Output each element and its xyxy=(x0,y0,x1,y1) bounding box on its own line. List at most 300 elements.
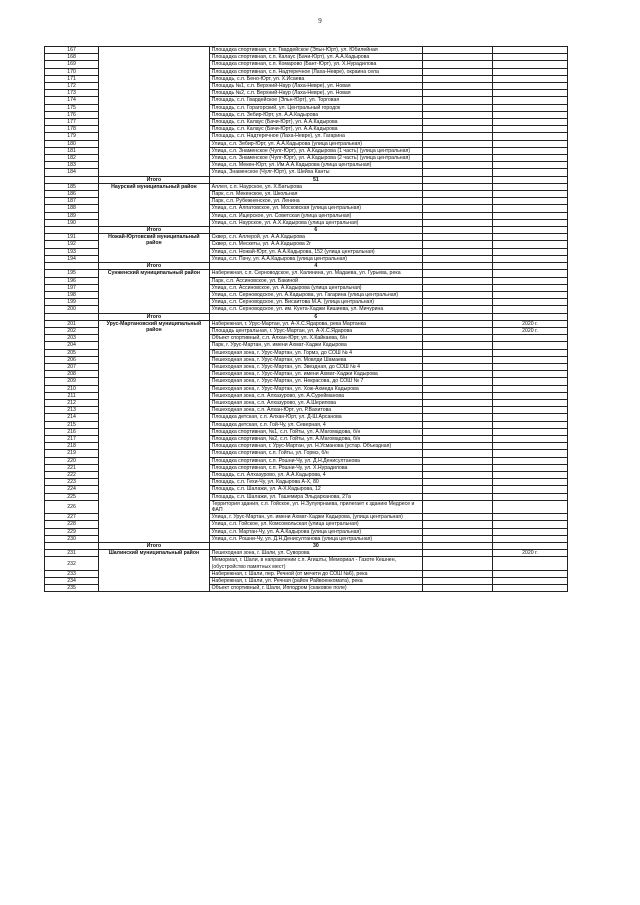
row-number: 231 xyxy=(45,550,99,557)
row-number: 181 xyxy=(45,147,99,154)
year-cell xyxy=(492,363,567,370)
row-number: 207 xyxy=(45,363,99,370)
year-cell xyxy=(492,126,567,133)
year-cell xyxy=(492,378,567,385)
column-4-cell xyxy=(423,219,493,226)
year-cell xyxy=(492,133,567,140)
row-number: 220 xyxy=(45,457,99,464)
object-description: Площадь, с.п. Калаус (Бачи-Юрт), ул. А.А.Кадырова xyxy=(209,126,423,133)
row-number: 197 xyxy=(45,284,99,291)
column-4-cell xyxy=(423,500,493,513)
object-description: Площадка спортивная, с.п. Рошни-Чу, ул. Д.Н.Денисултанова xyxy=(209,457,423,464)
year-cell: 2020 г. xyxy=(492,320,567,327)
year-cell xyxy=(492,385,567,392)
year-cell xyxy=(492,291,567,298)
year-cell xyxy=(492,349,567,356)
object-description: Улица, с.п. Знаменское (Чулг-Юрт), ул. А.Кадырова (2 часть) (улица центральная) xyxy=(209,155,423,162)
year-cell xyxy=(492,356,567,363)
object-description: Улица, Знаменское (Чулг-Юрт), ул. Шейха Канты xyxy=(209,169,423,176)
object-description: Площадка спортивная, с.п. Комарово (Бант-Юрт), ул. Х.Нурадилова xyxy=(209,61,423,68)
row-number: 179 xyxy=(45,133,99,140)
row-number: 176 xyxy=(45,111,99,118)
total-row xyxy=(45,543,568,550)
column-4-cell xyxy=(423,47,493,54)
object-description: Набережная, с.п. Серноводское, ул. Калинина, ул. Мадаева, ул. Гурьева, река xyxy=(209,270,423,277)
row-number: 235 xyxy=(45,585,99,592)
object-description: Пешеходная зона, г. Шали, ул. Суворова xyxy=(209,550,423,557)
year-cell xyxy=(492,479,567,486)
row-number: 184 xyxy=(45,169,99,176)
row-number: 204 xyxy=(45,342,99,349)
year-cell xyxy=(492,183,567,190)
column-4-cell xyxy=(423,356,493,363)
object-description: Пешеходная зона, г. Урус-Мартан, ул. имени Ахмат-Хаджи Кадырова xyxy=(209,371,423,378)
column-4-cell xyxy=(423,435,493,442)
registry-table-body xyxy=(45,47,568,592)
table-row xyxy=(45,550,568,557)
year-cell xyxy=(492,335,567,342)
row-number: 178 xyxy=(45,126,99,133)
object-description: Площадь, с.п. Бено-Юрт, ул. Х.Исаева xyxy=(209,75,423,82)
year-cell xyxy=(492,83,567,90)
year-cell xyxy=(492,414,567,421)
row-number: 192 xyxy=(45,241,99,248)
row-number: 215 xyxy=(45,421,99,428)
year-cell xyxy=(492,514,567,521)
column-4-cell xyxy=(423,176,493,183)
column-4-cell xyxy=(423,578,493,585)
row-number: 232 xyxy=(45,557,99,570)
object-description: Площадь, с.п. Гехи-Чу, ул. Кадырова А-Х, 80 xyxy=(209,479,423,486)
column-4-cell xyxy=(423,248,493,255)
year-cell xyxy=(492,570,567,577)
object-description: Улица, с.п. Рошни-Чу, ул. Д.Н.Денисултанова (улица центральная) xyxy=(209,535,423,542)
column-4-cell xyxy=(423,378,493,385)
year-cell xyxy=(492,75,567,82)
year-cell xyxy=(492,450,567,457)
row-number: 200 xyxy=(45,306,99,313)
row-number xyxy=(45,263,99,270)
column-4-cell xyxy=(423,421,493,428)
row-number xyxy=(45,543,99,550)
year-cell: 2020 г. xyxy=(492,550,567,557)
row-number: 168 xyxy=(45,54,99,61)
object-description: Пешеходная зона, г. Урус-Мартан, ул. Звездная, до СОШ № 4 xyxy=(209,363,423,370)
column-4-cell xyxy=(423,428,493,435)
total-count: 30 xyxy=(209,543,423,550)
total-row xyxy=(45,263,568,270)
column-4-cell xyxy=(423,68,493,75)
column-4-cell xyxy=(423,471,493,478)
object-description: Площадь, с.п. Гвардейское (Эльн-Юрт), ул. Торговая xyxy=(209,97,423,104)
object-description: Площадь, с.п. Калаус (Бачи-Юрт), ул. А.А.Кадырова xyxy=(209,119,423,126)
column-4-cell xyxy=(423,205,493,212)
year-cell xyxy=(492,68,567,75)
object-description: Пешеходная зона, г. Урус-Мартан, ул. Некрасова, до СОШ № 7 xyxy=(209,378,423,385)
year-cell xyxy=(492,457,567,464)
column-4-cell xyxy=(423,191,493,198)
year-cell xyxy=(492,428,567,435)
object-description: Улица, с.п. Серноводское, ул. А.Кадырова, ул. Гагарина (улица центральная) xyxy=(209,291,423,298)
object-description: Улица, с.п. Мекен-Юрт, ул. Им.А.А.Кадырова (улица центральная) xyxy=(209,162,423,169)
object-description: Площадь, с.п. Шалажи, ул. А-Х.Кадырова, 12 xyxy=(209,486,423,493)
row-number: 180 xyxy=(45,140,99,147)
row-number: 233 xyxy=(45,570,99,577)
row-number: 190 xyxy=(45,219,99,226)
table-row xyxy=(45,234,568,241)
column-4-cell xyxy=(423,306,493,313)
year-cell xyxy=(492,97,567,104)
object-description: Пешеходная зона, с.п. Алхазурово, ул. А.Шерипова xyxy=(209,399,423,406)
column-4-cell xyxy=(423,528,493,535)
object-description: Площадка спортивная, с.п. Калаус (Бачи-Юрт), ул. А.А.Кадырова xyxy=(209,54,423,61)
row-number: 188 xyxy=(45,205,99,212)
row-number: 183 xyxy=(45,162,99,169)
column-4-cell xyxy=(423,349,493,356)
total-row xyxy=(45,176,568,183)
row-number: 227 xyxy=(45,514,99,521)
year-cell xyxy=(492,313,567,320)
row-number: 187 xyxy=(45,198,99,205)
column-4-cell xyxy=(423,270,493,277)
column-4-cell xyxy=(423,414,493,421)
object-description: Площадь, с.п. Алхазурово, ул. А.А.Кадырова, 4 xyxy=(209,471,423,478)
column-4-cell xyxy=(423,140,493,147)
year-cell xyxy=(492,111,567,118)
column-4-cell xyxy=(423,155,493,162)
year-cell xyxy=(492,392,567,399)
column-4-cell xyxy=(423,535,493,542)
column-4-cell xyxy=(423,198,493,205)
year-cell xyxy=(492,227,567,234)
column-4-cell xyxy=(423,385,493,392)
object-description: Объект спортивный, с.п. Алхан-Юрт, ул. Х.Кайкаева, б/н xyxy=(209,335,423,342)
column-4-cell xyxy=(423,61,493,68)
year-cell xyxy=(492,585,567,592)
year-cell xyxy=(492,486,567,493)
total-count: 6 xyxy=(209,313,423,320)
year-cell xyxy=(492,263,567,270)
row-number: 213 xyxy=(45,407,99,414)
column-4-cell xyxy=(423,363,493,370)
year-cell xyxy=(492,371,567,378)
object-description: Площадка спортивная, г. Урус-Мартан, ул. Н.Усманова (устар. Объездная) xyxy=(209,443,423,450)
year-cell xyxy=(492,198,567,205)
table-row xyxy=(45,47,568,54)
object-description: Площадка спортивная, с.п. Гвардейское (Эльн-Юрт), ул. Юбилейная xyxy=(209,47,423,54)
row-number: 225 xyxy=(45,493,99,500)
object-description: Улица, с.п. Серноводское, ул. Висаитова М.А. (улица центральная) xyxy=(209,299,423,306)
total-count: 4 xyxy=(209,263,423,270)
year-cell xyxy=(492,104,567,111)
object-description: Пешеходная зона, г. Урус-Мартан, ул. Мовлди Шамаева xyxy=(209,356,423,363)
total-label: Итого xyxy=(99,176,209,183)
row-number: 172 xyxy=(45,83,99,90)
year-cell xyxy=(492,521,567,528)
row-number xyxy=(45,176,99,183)
column-4-cell xyxy=(423,493,493,500)
object-description: Улица, с.п. Наурское, ул. А.Х.Кадырова (улица центральная) xyxy=(209,219,423,226)
row-number: 186 xyxy=(45,191,99,198)
total-row xyxy=(45,313,568,320)
object-description: Парк, с.п. Рубежненское, ул. Ленина xyxy=(209,198,423,205)
year-cell xyxy=(492,255,567,262)
object-description: Пешеходная зона, г. Урус-Мартан, ул. Хож-Ахмеда Кадырова xyxy=(209,385,423,392)
row-number: 229 xyxy=(45,528,99,535)
district-name xyxy=(99,47,209,177)
column-4-cell xyxy=(423,83,493,90)
row-number: 206 xyxy=(45,356,99,363)
row-number: 214 xyxy=(45,414,99,421)
district-name: Наурский муниципальный район xyxy=(99,183,209,226)
column-4-cell xyxy=(423,521,493,528)
column-4-cell xyxy=(423,284,493,291)
column-4-cell xyxy=(423,335,493,342)
year-cell xyxy=(492,162,567,169)
year-cell xyxy=(492,54,567,61)
total-label: Итого xyxy=(99,227,209,234)
year-cell xyxy=(492,47,567,54)
year-cell xyxy=(492,212,567,219)
row-number: 228 xyxy=(45,521,99,528)
object-description: Улица, с.п. Пачу, ул. А.А.Кадырова (улица центральная) xyxy=(209,255,423,262)
year-cell xyxy=(492,528,567,535)
year-cell xyxy=(492,443,567,450)
column-4-cell xyxy=(423,133,493,140)
column-4-cell xyxy=(423,169,493,176)
object-description: Площадка спортивная, с.п. Рошни-Чу, ул. Х.Нурадилова xyxy=(209,464,423,471)
year-cell xyxy=(492,500,567,513)
object-description: Улица, с.п. Ищерское, ул. Советская (улица центральная) xyxy=(209,212,423,219)
row-number: 201 xyxy=(45,320,99,327)
row-number: 171 xyxy=(45,75,99,82)
total-label: Итого xyxy=(99,263,209,270)
object-description: Набережная, г. Шали, пер. Речной (от мечети до СОШ №6), река xyxy=(209,570,423,577)
page-number: 9 xyxy=(318,17,322,25)
column-4-cell xyxy=(423,450,493,457)
column-4-cell xyxy=(423,557,493,570)
row-number: 174 xyxy=(45,97,99,104)
row-number: 216 xyxy=(45,428,99,435)
row-number: 208 xyxy=(45,371,99,378)
column-4-cell xyxy=(423,277,493,284)
row-number xyxy=(45,313,99,320)
object-description: Аллея, с.п. Наурское, ул. Х.Батырова xyxy=(209,183,423,190)
row-number: 221 xyxy=(45,464,99,471)
column-4-cell xyxy=(423,291,493,298)
year-cell xyxy=(492,234,567,241)
year-cell xyxy=(492,205,567,212)
row-number: 182 xyxy=(45,155,99,162)
row-number: 191 xyxy=(45,234,99,241)
row-number: 198 xyxy=(45,291,99,298)
object-description: Парк, г. Урус-Мартан, ул. имени Ахмат-Хаджи Кадырова xyxy=(209,342,423,349)
row-number: 189 xyxy=(45,212,99,219)
object-description: Площадь, с.п. Зебир-Юрт, ул. А.А.Кадырова xyxy=(209,111,423,118)
object-description: Площадь, с.п. Шалажи, ул. Ташемира Эльдарханова, 27а xyxy=(209,493,423,500)
column-4-cell xyxy=(423,371,493,378)
column-4-cell xyxy=(423,457,493,464)
year-cell xyxy=(492,248,567,255)
row-number: 223 xyxy=(45,479,99,486)
object-description: Улица, с.п. Ассиновское, ул. А.Кадырова (улица центральная) xyxy=(209,284,423,291)
total-count: 51 xyxy=(209,176,423,183)
year-cell xyxy=(492,342,567,349)
object-description: Улица, с.п. Алпатовское, ул. Московская (улица центральная) xyxy=(209,205,423,212)
column-4-cell xyxy=(423,543,493,550)
year-cell xyxy=(492,90,567,97)
object-description: Площадка детская, с.п. Гой-Чу, ул. Северная, 4 xyxy=(209,421,423,428)
row-number: 224 xyxy=(45,486,99,493)
row-number: 193 xyxy=(45,248,99,255)
column-4-cell xyxy=(423,90,493,97)
column-4-cell xyxy=(423,227,493,234)
column-4-cell xyxy=(423,342,493,349)
column-4-cell xyxy=(423,327,493,334)
total-count: 6 xyxy=(209,227,423,234)
column-4-cell xyxy=(423,320,493,327)
row-number: 185 xyxy=(45,183,99,190)
object-description: Улица, с.п. Зебир-Юрт, ул. А.А.Кадырова (улица центральная) xyxy=(209,140,423,147)
column-4-cell xyxy=(423,392,493,399)
object-description: Сквер, с.п. Аллерой, ул. А.А.Кадырова xyxy=(209,234,423,241)
row-number: 170 xyxy=(45,68,99,75)
year-cell xyxy=(492,176,567,183)
row-number: 195 xyxy=(45,270,99,277)
row-number: 199 xyxy=(45,299,99,306)
district-name: Ножай-Юртовский муниципальный район xyxy=(99,234,209,263)
year-cell xyxy=(492,464,567,471)
year-cell xyxy=(492,306,567,313)
column-4-cell xyxy=(423,479,493,486)
row-number: 196 xyxy=(45,277,99,284)
year-cell xyxy=(492,270,567,277)
object-description: Площадка спортивная, с.п. Гойты, ул. Гормэ, б/н xyxy=(209,450,423,457)
object-description: Пешеходная зона, с.п. Алхазурово, ул. А.Сурейманова xyxy=(209,392,423,399)
row-number: 202 xyxy=(45,327,99,334)
row-number: 177 xyxy=(45,119,99,126)
year-cell xyxy=(492,119,567,126)
year-cell: 2020 г. xyxy=(492,327,567,334)
object-description: Площадка спортивная, №2, с.п. Гойты, ул. А.Магомадова, б/н xyxy=(209,435,423,442)
object-description: Территория здания, с.п. Гойское, ул. Н.Зулуярнаева, прилегает к зданию Медресе и ФАП xyxy=(209,500,423,513)
row-number: 175 xyxy=(45,104,99,111)
year-cell xyxy=(492,219,567,226)
year-cell xyxy=(492,61,567,68)
registry-table xyxy=(44,46,568,592)
column-4-cell xyxy=(423,147,493,154)
column-4-cell xyxy=(423,464,493,471)
column-4-cell xyxy=(423,514,493,521)
row-number: 218 xyxy=(45,443,99,450)
row-number: 211 xyxy=(45,392,99,399)
object-description: Сквер, с.п. Мескеты, ул. А.А.Кадырова 2г xyxy=(209,241,423,248)
column-4-cell xyxy=(423,407,493,414)
object-description: Площадка детская, с.п. Алхан-Юрт, ул. Д-Ш.Арсанова xyxy=(209,414,423,421)
column-4-cell xyxy=(423,486,493,493)
year-cell xyxy=(492,557,567,570)
column-4-cell xyxy=(423,183,493,190)
object-description: Пешеходная зона, с.п. Алхан-Юрт, ул. Р.Вахитова xyxy=(209,407,423,414)
column-4-cell xyxy=(423,313,493,320)
object-description: Улица, с.п. Знаменское (Чулг-Юрт), ул. А.Кадырова (1 часть) (улица центральная) xyxy=(209,147,423,154)
column-4-cell xyxy=(423,443,493,450)
row-number: 173 xyxy=(45,90,99,97)
row-number: 209 xyxy=(45,378,99,385)
object-description: Площадь №2, с.п. Верхний-Наур (Лаха-Невре), ул. Новая xyxy=(209,90,423,97)
row-number: 169 xyxy=(45,61,99,68)
year-cell xyxy=(492,169,567,176)
column-4-cell xyxy=(423,75,493,82)
object-description: Улица, с.п. Мартан-Чу, ул. А.А.Кадырова (улица центральная) xyxy=(209,528,423,535)
row-number: 205 xyxy=(45,349,99,356)
object-description: Пешеходная зона, г. Урус-Мартан, ул. Гормэ, до СОШ № 4 xyxy=(209,349,423,356)
column-4-cell xyxy=(423,399,493,406)
column-4-cell xyxy=(423,212,493,219)
row-number: 167 xyxy=(45,47,99,54)
column-4-cell xyxy=(423,97,493,104)
row-number: 230 xyxy=(45,535,99,542)
row-number: 219 xyxy=(45,450,99,457)
year-cell xyxy=(492,493,567,500)
column-4-cell xyxy=(423,111,493,118)
table-row xyxy=(45,270,568,277)
year-cell xyxy=(492,471,567,478)
row-number: 217 xyxy=(45,435,99,442)
object-description: Площадь, с.п. Надтеречное (Лаха-Невре), ул. Гагарина xyxy=(209,133,423,140)
year-cell xyxy=(492,435,567,442)
object-description: Площадь №1, с.п. Верхний-Наур (Лаха-Невре), ул. Новая xyxy=(209,83,423,90)
year-cell xyxy=(492,191,567,198)
column-4-cell xyxy=(423,570,493,577)
district-name: Сунженский муниципальный район xyxy=(99,270,209,313)
year-cell xyxy=(492,241,567,248)
column-4-cell xyxy=(423,104,493,111)
table-row xyxy=(45,183,568,190)
row-number: 194 xyxy=(45,255,99,262)
year-cell xyxy=(492,147,567,154)
object-description: Площадь, с.п. Горагорский, ул. Центральный городок xyxy=(209,104,423,111)
year-cell xyxy=(492,399,567,406)
column-4-cell xyxy=(423,299,493,306)
year-cell xyxy=(492,277,567,284)
object-description: Парк, с.п. Ассиновское, ул. Бакиной xyxy=(209,277,423,284)
column-4-cell xyxy=(423,263,493,270)
year-cell xyxy=(492,407,567,414)
object-description: Площадь центральная, г. Урус-Мартан, ул. А-Х.С.Ядарова xyxy=(209,327,423,334)
year-cell xyxy=(492,140,567,147)
year-cell xyxy=(492,284,567,291)
row-number: 210 xyxy=(45,385,99,392)
year-cell xyxy=(492,299,567,306)
column-4-cell xyxy=(423,54,493,61)
object-description: Мемориал, г. Шали, в направлении с.п. Агишты, Мемориал - Газоте Кешнен, (обустройство памятных мест) xyxy=(209,557,423,570)
district-name: Шалинский муниципальный район xyxy=(99,550,209,592)
year-cell xyxy=(492,578,567,585)
object-description: Площадка спортивная, №1, с.п. Гойты, ул. А.Магомадова, б/н xyxy=(209,428,423,435)
row-number: 234 xyxy=(45,578,99,585)
year-cell xyxy=(492,543,567,550)
column-4-cell xyxy=(423,162,493,169)
column-4-cell xyxy=(423,126,493,133)
row-number: 212 xyxy=(45,399,99,406)
column-4-cell xyxy=(423,241,493,248)
column-4-cell xyxy=(423,119,493,126)
row-number: 226 xyxy=(45,500,99,513)
object-description: Улица, с.п. Гойское, ул. Комсомольская (улица центральная) xyxy=(209,521,423,528)
object-description: Площадка спортивная, с.п. Надтеречное (Лаха-Невре), окраина села xyxy=(209,68,423,75)
year-cell xyxy=(492,535,567,542)
